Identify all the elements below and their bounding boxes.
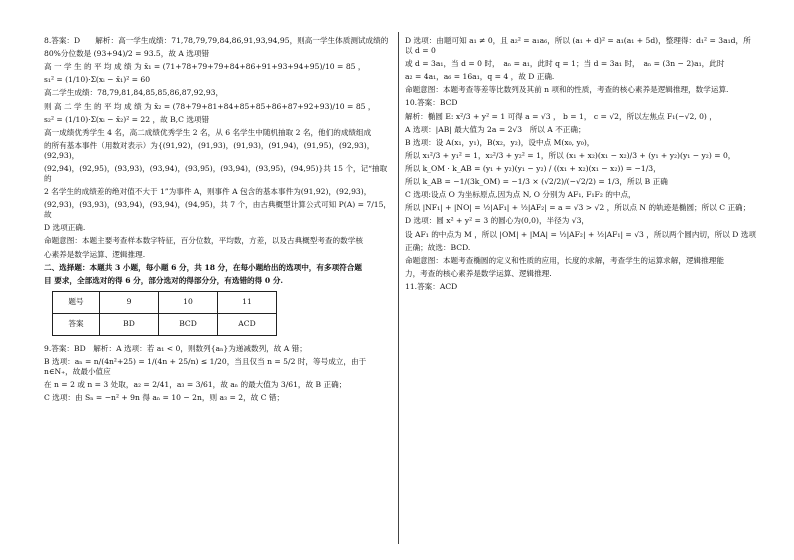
section2-heading-1: 二、选择题：本题共 3 小题，每小题 6 分，共 18 分，在每小题给出的选项中，有多项符合题	[44, 262, 362, 272]
q8-events-1: 的所有基本事件（用数对表示）为{(91,92)，(91,93)，(91,93)，(91,94)，(91,95)，(92,93)，(92,93)，	[44, 140, 375, 160]
table-cell: 答案	[53, 313, 100, 335]
q9-option-b-cont: 在 n = 2 或 n = 3 处取，a₂ = 2/41，a₃ = 3/61，故 aₙ 的最大值为 3/61，故 B 正确；	[44, 380, 347, 390]
q8-selection: 高一成绩优秀学生 4 名，高二成绩优秀学生 2 名，从 6 名学生中随机抽取 2 名，他们的成绩组成	[44, 127, 372, 137]
q8-events-2: (92,94)，(92,95)，(93,93)，(93,94)，(93,95)，(93,94)，(93,95)，(94,95)}共 15 个，记“抽取的	[44, 164, 388, 184]
q8-intent-2: 心素养是数学运算、逻辑推理.	[44, 249, 146, 259]
column-divider	[398, 32, 399, 544]
q9-option-d-3: a₂ = 4a₁，a₆ = 16a₁，q = 4 ，故 D 正确.	[405, 72, 555, 82]
q8-answer-line: 8.答案：D 解析：高一学生成绩：71,78,79,79,84,86,91,93,94,95，则高一学生体质测试成绩的	[44, 36, 389, 45]
left-column	[44, 36, 392, 406]
table-header-row	[53, 291, 277, 313]
q10-option-d-result: 设 AF₁ 的中点为 M ，所以 |OM| + |MA| = ½|AF₂| + ½|AF₁| = √3 ，所以两个圆内切，所以 D 选项	[405, 229, 756, 239]
q8-conclusion: D 选项正确.	[44, 223, 86, 233]
table-cell: 题号	[53, 291, 100, 313]
q8-grade1-mean: 高 一 学 生 的 平 均 成 绩 为 x̄₁ = (71+78+79+79+84+86+91+93+94+95)/10 = 85 ，	[44, 62, 366, 72]
q8-percentile: 80%分位数是 (93+94)/2 = 93.5，故 A 选项错	[44, 49, 210, 59]
q10-answer: 10.答案：BCD	[405, 98, 458, 108]
q8-grade1-variance: s₁² = (1/10)·Σ(xᵢ − x̄₁)² = 60	[44, 75, 151, 85]
q9-intent: 命题意图：本题考查等差等比数列及其前 n 项和的性质，考查的核心素养是逻辑推理，数学运算.	[405, 85, 729, 95]
q10-conclusion: 正确；故选：BCD.	[405, 242, 471, 252]
q9-answer-line: 9.答案：BD 解析：A 选项：若 a₁ < 0，则数列{aₙ}为递减数列，故 A 错；	[44, 343, 307, 353]
right-column	[405, 36, 757, 295]
q8-grade2-scores: 高二学生成绩：78,79,81,84,85,85,86,87,92,93，	[44, 88, 224, 98]
table-cell: BD	[100, 313, 159, 335]
q10-option-c-result: 所以 |NF₁| + |NO| = ½|AF₁| + ½|AF₂| = a = √3 > √2 ，所以点 N 的轨迹是椭圆；所以 C 正确；	[405, 203, 751, 213]
section2-heading-2: 目 要求，全部选对的得 6 分，部分选对的得部分分，有选错的得 0 分.	[44, 275, 284, 285]
q10-intent-2: 力，考查的核心素养是数学运算、逻辑推理.	[405, 268, 552, 278]
q9-option-d-1: D 选项：由题可知 a₁ ≠ 0，且 a₂² = a₁a₆，所以 (a₁ + d)² = a₁(a₁ + 5d)，整理得：d₁² = 3a₁d，所以 d = 0	[405, 36, 751, 56]
q8-grade2-mean: 则 高 二 学 生 的 平 均 成 绩 为 x̄₂ = (78+79+81+84+85+85+86+87+92+93)/10 = 85 ，	[44, 101, 376, 111]
q10-option-b-slopes: 所以 k_OM · k_AB = (y₁ + y₂)(y₁ − y₂) / ((x₁ + x₂)(x₁ − x₂)) = −1/3，	[405, 164, 661, 173]
q10-ellipse: 解析：椭圆 E: x²/3 + y² = 1 可得 a = √3 ， b = 1， c = √2，所以左焦点 F₁(−√2, 0) ，	[405, 111, 717, 121]
q10-option-d-circle: D 选项：圆 x² + y² = 3 的圆心为(0,0)，半径为 √3，	[405, 216, 590, 226]
q8-grade2-variance: s₂² = (1/10)·Σ(xᵢ − x̄₂)² = 22 ，故 B,C 选项错	[44, 114, 210, 124]
q9-option-d-2: 或 d = 3a₁，当 d = 0 时， aₙ = a₁，此时 q = 1；当 d = 3a₁ 时， aₙ = (3n − 2)a₁，此时	[405, 59, 725, 69]
table-cell: ACD	[218, 313, 277, 335]
q10-option-b-result: 所以 k_AB = −1/(3k_OM) = −1/3 × (√2/2)/(−√2/2) = 1/3，所以 B 正确	[405, 177, 668, 187]
q10-intent-1: 命题意图：本题考查椭圆的定义和性质的应用，长度的求解，考查学生的运算求解，逻辑推理能	[405, 255, 724, 265]
q8-event-a: 2 名学生的成绩差的绝对值不大于 1”为事件 A，则事件 A 包含的基本事件为(91,92)，(92,93)，	[44, 187, 372, 197]
q10-option-c-setup: C 选项:设点 O 为坐标原点,因为点 N, O 分别为 AF₁, F₁F₂ 的中点，	[405, 190, 636, 200]
q10-option-a: A 选项：|AB| 最大值为 2a = 2√3 所以 A 不正确；	[405, 124, 586, 134]
table-cell: 9	[100, 291, 159, 313]
q10-option-b-setup: B 选项：设 A(x₁，y₁)，B(x₂，y₂)，设中点 M(x₀, y₀)，	[405, 137, 595, 147]
table-cell: BCD	[159, 313, 218, 335]
answer-table	[52, 291, 277, 336]
table-row	[53, 313, 277, 335]
q9-option-c: C 选项：由 Sₙ = −n² + 9n 得 aₙ = 10 − 2n，则 a₃ = 2，故 C 错；	[44, 393, 285, 403]
table-cell: 11	[218, 291, 277, 313]
q10-option-b-eq: 所以 x₁²/3 + y₁² = 1，x₂²/3 + y₂² = 1，所以 (x₁ + x₂)(x₁ − x₂)/3 + (y₁ + y₂)(y₁ − y₂) = 0，	[405, 150, 736, 160]
q8-probability: (92,93)，(93,93)，(93,94)，(93,94)，(94,95)，共 7 个，由古典概型计算公式可知 P(A) = 7/15，故	[44, 200, 392, 220]
q8-intent-1: 命题意图：本题主要考查样本数字特征，百分位数，平均数，方差，以及古典概型考查的数学核	[44, 236, 363, 246]
table-cell: 10	[159, 291, 218, 313]
q9-option-b: B 选项：aₙ = n/(4n²+25) = 1/(4n + 25/n) ≤ 1/20，当且仅当 n = 5/2 时，等号成立，由于 n∈N₊，故最小值应	[44, 356, 367, 376]
q11-answer: 11.答案：ACD	[405, 281, 458, 291]
